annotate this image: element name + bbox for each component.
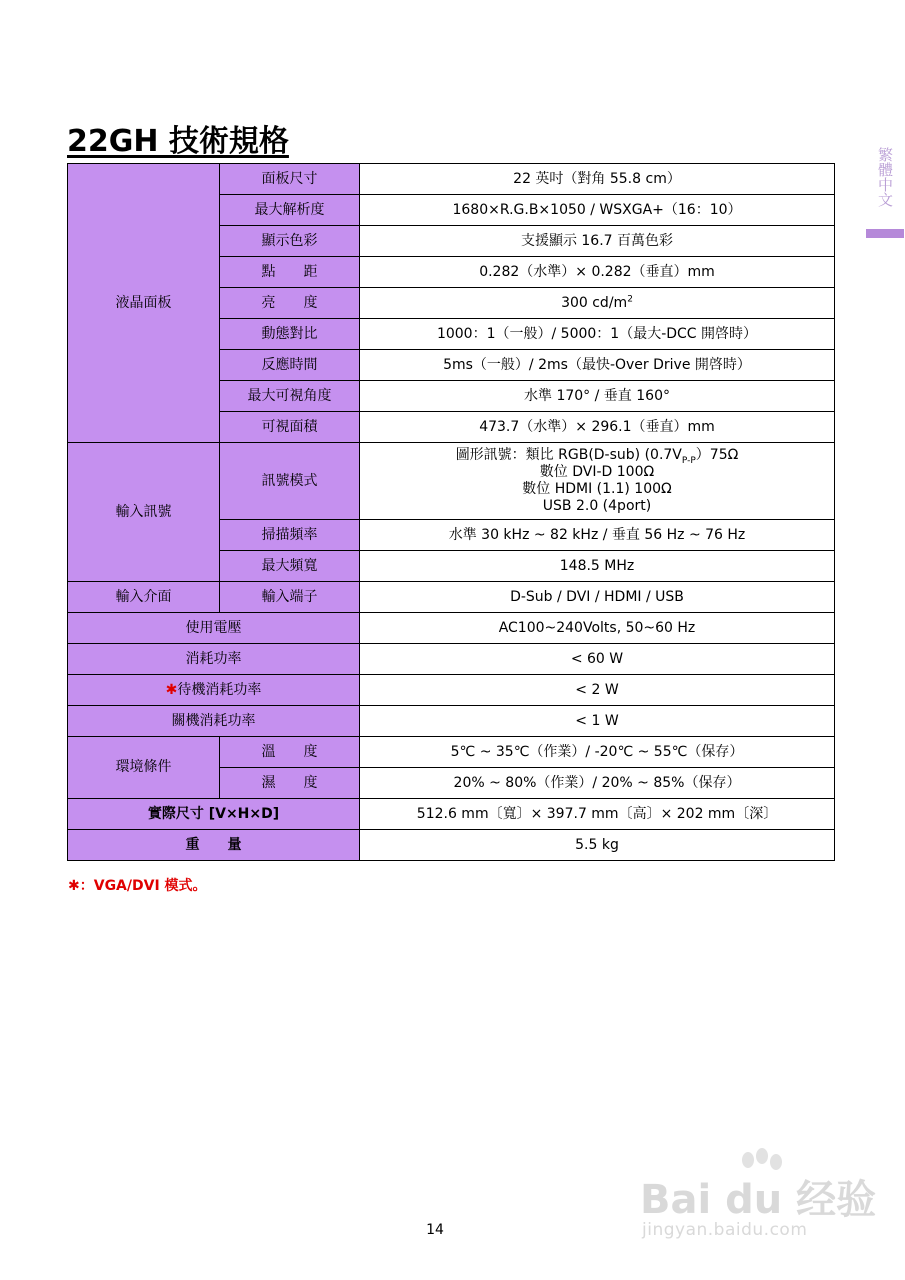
signal-line: 數位 HDMI (1.1) 100Ω [522,481,672,497]
footnote: ✱：VGA/DVI 模式。 [68,878,207,894]
spec-label: 使用電壓 [68,613,360,644]
spec-label: 消耗功率 [68,644,360,675]
spec-label: 實際尺寸 [V×H×D] [68,799,360,830]
brightness-superscript: 2 [627,293,633,304]
spec-value: 1680×R.G.B×1050 / WSXGA+（16：10） [360,195,835,226]
table-row [68,644,835,675]
spec-label: 關機消耗功率 [68,706,360,737]
spec-value: < 2 W [360,675,835,706]
spec-value: < 60 W [360,644,835,675]
spec-value: 0.282（水準）× 0.282（垂直）mm [360,257,835,288]
spec-table [67,163,835,861]
spec-label: 點 距 [220,257,360,288]
table-row [68,613,835,644]
table-row [68,443,835,520]
spec-value: 水準 170° / 垂直 160° [360,381,835,412]
page-title: 22GH 技術規格 [67,124,289,159]
signal-mode-value [360,443,835,520]
table-row [68,799,835,830]
signal-line-text: ）75Ω [695,447,739,463]
table-row [68,830,835,861]
spec-value: 512.6 mm〔寬〕× 397.7 mm〔高〕× 202 mm〔深〕 [360,799,835,830]
category-cell-interface: 輸入介面 [68,582,220,613]
spec-value: 20% ~ 80%（作業）/ 20% ~ 85%（保存） [360,768,835,799]
table-row [68,737,835,768]
spec-value: 1000：1（一般）/ 5000：1（最大-DCC 開啓時） [360,319,835,350]
spec-value: 473.7（水準）× 296.1（垂直）mm [360,412,835,443]
signal-line-text: 圖形訊號：類比 RGB(D-sub) (0.7V [455,447,682,463]
spec-value: D-Sub / DVI / HDMI / USB [360,582,835,613]
category-cell-input-signal: 輸入訊號 [68,443,220,582]
table-row [68,164,835,195]
standby-label: 待機消耗功率 [177,681,262,698]
signal-line [364,447,830,464]
spec-value: 支援顯示 16.7 百萬色彩 [360,226,835,257]
spec-value: 水準 30 kHz ~ 82 kHz / 垂直 56 Hz ~ 76 Hz [360,520,835,551]
asterisk-icon: ✱ [165,681,178,698]
spec-label: 可視面積 [220,412,360,443]
signal-line: 數位 DVI-D 100Ω [539,464,655,480]
spec-value: < 1 W [360,706,835,737]
category-cell-panel: 液晶面板 [68,164,220,443]
spec-label [68,675,360,706]
spec-label: 面板尺寸 [220,164,360,195]
spec-value: 5ms（一般）/ 2ms（最快-Over Drive 開啓時） [360,350,835,381]
spec-value: 5.5 kg [360,830,835,861]
spec-label: 最大頻寬 [220,551,360,582]
spec-label: 輸入端子 [220,582,360,613]
spec-label: 掃描頻率 [220,520,360,551]
spec-label: 顯示色彩 [220,226,360,257]
signal-line: USB 2.0 (4port) [542,498,652,514]
spec-label: 訊號模式 [220,443,360,520]
spec-label: 反應時間 [220,350,360,381]
spec-value: 148.5 MHz [360,551,835,582]
spec-label: 亮 度 [220,288,360,319]
table-row [68,706,835,737]
spec-label: 重 量 [68,830,360,861]
spec-label: 最大可視角度 [220,381,360,412]
watermark-url: jingyan.baidu.com [642,1220,808,1240]
category-cell-environment: 環境條件 [68,737,220,799]
language-side-tab [866,145,904,238]
table-row [68,582,835,613]
signal-line-subscript: P-P [681,455,696,466]
spec-label: 濕 度 [220,768,360,799]
spec-label: 最大解析度 [220,195,360,226]
spec-value [360,288,835,319]
spec-value: 5℃ ~ 35℃（作業）/ -20℃ ~ 55℃（保存） [360,737,835,768]
language-tab-label: 繁體中文 [876,147,894,207]
spec-value: AC100~240Volts, 50~60 Hz [360,613,835,644]
brightness-value: 300 cd/m [561,294,628,311]
spec-label: 動態對比 [220,319,360,350]
table-row [68,675,835,706]
watermark-logo-text: Bai du 经验 [640,1177,877,1223]
spec-value: 22 英吋（對角 55.8 cm） [360,164,835,195]
spec-label: 溫 度 [220,737,360,768]
page-number: 14 [426,1222,444,1238]
language-tab-bar [866,229,904,238]
